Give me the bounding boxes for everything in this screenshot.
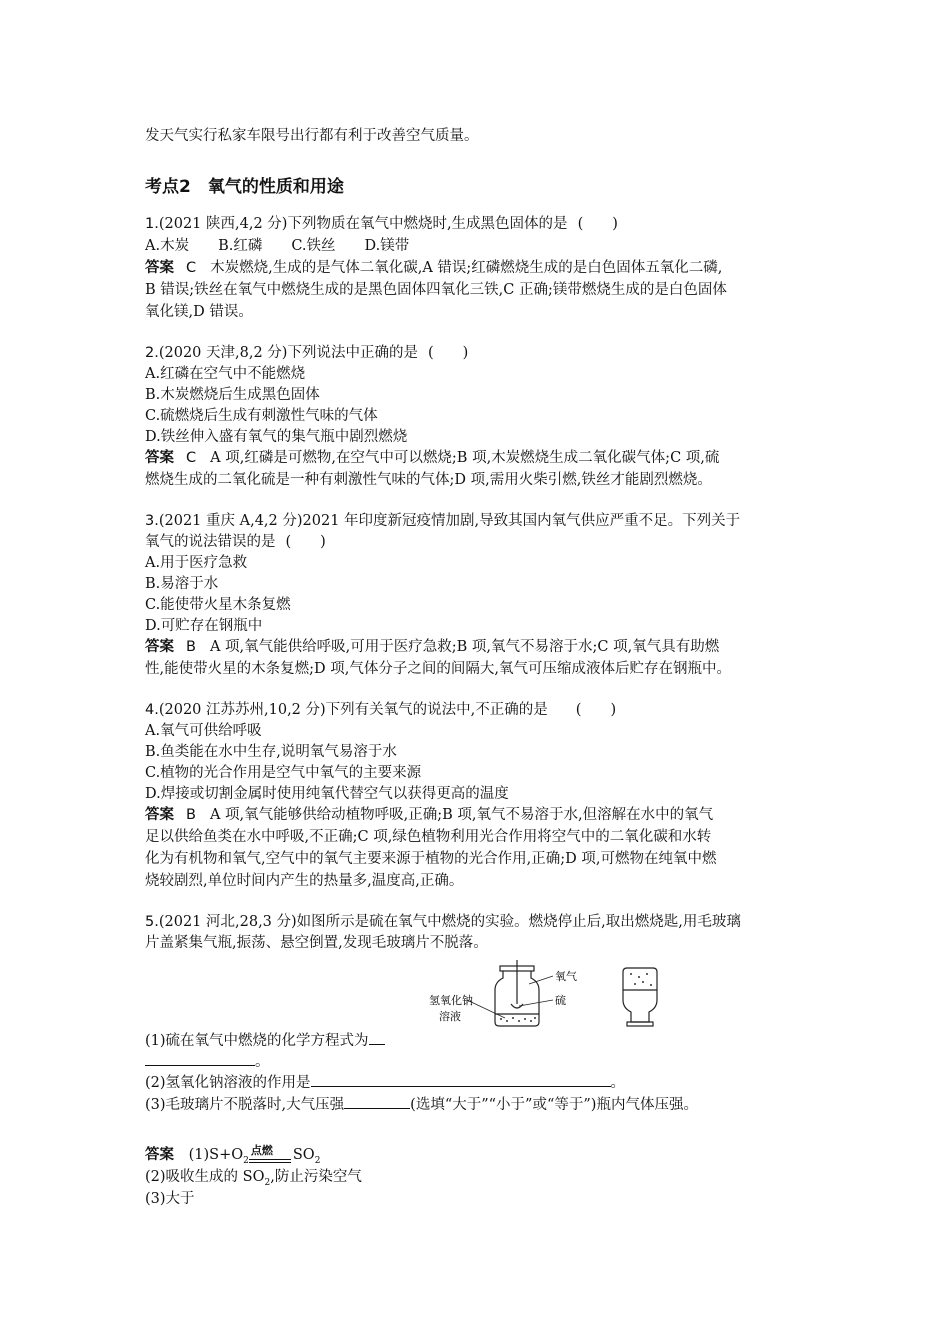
q5-stem-2: 片盖紧集气瓶,振荡、悬空倒置,发现毛玻璃片不脱落。 [145,935,488,951]
q5-sub3-text: (3)毛玻璃片不脱落时,大气压强 [145,1097,345,1113]
q5-sub2-end: 。 [610,1075,626,1091]
q4-option-c: C.植物的光合作用是空气中氧气的主要来源 [145,765,422,781]
q4-answer-text-3: 化为有机物和氧气,空气中的氧气主要来源于植物的光合作用,正确;D 项,可燃物在纯氧中燃 [145,851,717,867]
q5-answer-2-sub: 2 [264,1177,271,1188]
q5-eq-left-sub: 2 [243,1155,249,1166]
section-title: 考点2 氧气的性质和用途 [145,177,344,197]
q2-answer-blank: ( ) [427,345,469,361]
experiment-figure [395,960,715,1050]
o2-label: 氧气 [555,970,577,983]
q2-answer-text-2: 燃烧生成的二氧化硫是一种有刺激性气味的气体;D 项,需用火柴引燃,铁丝才能剧烈燃烧。 [145,472,712,488]
solution-dots [500,1017,536,1022]
q4-stem [145,700,616,720]
q1-answer-text-2: B 错误;铁丝在氧气中燃烧生成的是黑色固体四氧化三铁,C 正确;镁带燃烧生成的是白色固体 [145,282,727,298]
q5-sub1-blank [145,1051,255,1066]
inverted-solution-dots [630,973,652,986]
q5-sub1-text: (1)硫在氧气中燃烧的化学方程式为 [145,1033,369,1049]
q4-answer-blank: ( ) [575,702,617,718]
q1-options: A.木炭 B.红磷 C.铁丝 D.镁带 [145,238,410,254]
q5-sub2-blank [311,1072,611,1087]
q2-stem [145,343,468,363]
q1-answer-text-1: 木炭燃烧,生成的是气体二氧化碳,A 错误;红磷燃烧生成的是白色固体五氧化二磷, [210,260,723,276]
q3-stem-1 [145,511,740,531]
inverted-jar-icon [623,968,657,1026]
answer-label: 答案 [145,807,174,823]
q2-answer [145,448,719,468]
q3-answer-blank: ( ) [285,534,326,550]
naoh-label-2: 溶液 [439,1010,461,1023]
q5-number: 5. [145,914,159,930]
s-label: 硫 [555,994,566,1007]
q2-option-c: C.硫燃烧后生成有刺激性气味的气体 [145,408,378,424]
q5-stem-1 [145,912,741,932]
q5-sub2 [145,1072,625,1093]
q4-answer-text-1: A 项,氧气能够供给动植物呼吸,正确;B 项,氧气不易溶于水,但溶解在水中的氧气 [209,807,714,823]
naoh-label: 氢氧化钠 [429,994,473,1007]
q3-answer-text-1: A 项,氧气能供给呼吸,可用于医疗急救;B 项,氧气不易溶于水;C 项,氧气具有助燃 [209,639,720,655]
q2-option-d: D.铁丝伸入盛有氧气的集气瓶中剧烈燃烧 [145,429,408,445]
s-pointer [519,1000,553,1006]
q2-option-a: A.红磷在空气中不能燃烧 [145,366,306,382]
q4-stem-text: (2020 江苏苏州,10,2 分)下列有关氧气的说法中,不正确的是 [158,702,548,718]
q3-option-a: A.用于医疗急救 [145,555,248,571]
q2-option-b: B.木炭燃烧后生成黑色固体 [145,387,320,403]
q4-option-b: B.鱼类能在水中生存,说明氧气易溶于水 [145,744,397,760]
reaction-condition-text: 点燃 [250,1143,273,1157]
q4-number: 4. [145,702,159,718]
q5-sub3-end: (选填“大于”“小于”或“等于”)瓶内气体压强。 [410,1097,698,1113]
q3-stem-text-2: 氧气的说法错误的是 [145,534,276,550]
q1-stem [145,214,618,234]
q5-answer-2-end: ,防止污染空气 [270,1169,362,1185]
q3-answer-text-2: 性,能使带火星的木条复燃;D 项,气体分子之间的间隔大,氧气可压缩成液体后贮存在钢瓶中。 [145,661,731,677]
q5-sub3-blank [344,1094,410,1109]
q5-answer-2-text: (2)吸收生成的 SO [145,1169,265,1185]
q3-number: 3. [145,513,159,529]
q3-option-d: D.可贮存在钢瓶中 [145,618,263,634]
q5-eq-right-sub: 2 [314,1155,321,1166]
q5-sub1-cont [145,1051,270,1072]
q3-stem-text-1: (2021 重庆 A,4,2 分)2021 年印度新冠疫情加剧,导致其国内氧气供应严重不足。下列关于 [158,513,741,529]
q5-answer-3: (3)大于 [145,1191,195,1207]
q4-answer-text-4: 烧较剧烈,单位时间内产生的热量多,温度高,正确。 [145,873,464,889]
q5-eq-right: SO [292,1147,315,1163]
q1-answer [145,258,722,278]
q1-stem-text: (2021 陕西,4,2 分)下列物质在氧气中燃烧时,生成黑色固体的是 [158,216,568,232]
o2-pointer [529,976,553,984]
q5-sub1-blank-start [369,1030,385,1045]
q1-number: 1. [145,216,159,232]
q2-stem-text: (2020 天津,8,2 分)下列说法中正确的是 [158,345,418,361]
q1-answer-blank: ( ) [577,216,618,232]
q3-stem-2 [145,532,326,552]
q2-answer-text-1: A 项,红磷是可燃物,在空气中可以燃烧;B 项,木炭燃烧生成二氧化碳气体;C 项,硫 [210,450,720,466]
answer-label: 答案 [145,639,174,655]
answer-label: 答案 [145,260,174,276]
q3-answer-letter: B [186,639,196,655]
q5-sub3 [145,1094,698,1115]
q4-option-d: D.焊接或切割金属时使用纯氧代替空气以获得更高的温度 [145,786,509,802]
q5-eq-left: (1)S+O [188,1147,244,1163]
q5-sub1 [145,1030,385,1051]
answer-label: 答案 [145,1147,174,1163]
q1-answer-text-3: 氧化镁,D 错误。 [145,304,253,320]
q2-number: 2. [145,345,159,361]
q4-answer-letter: B [186,807,196,823]
q3-answer [145,637,719,657]
q1-answer-letter: C [186,260,197,276]
q3-option-b: B.易溶于水 [145,576,219,592]
q4-answer [145,805,713,825]
q4-answer-text-2: 足以供给鱼类在水中呼吸,不正确;C 项,绿色植物利用光合作用将空气中的二氧化碳和水转 [145,829,712,845]
q5-stem-text-1: (2021 河北,28,3 分)如图所示是硫在氧气中燃烧的实验。燃烧停止后,取出燃烧匙,用毛玻璃 [158,914,741,930]
q4-option-a: A.氧气可供给呼吸 [145,723,262,739]
q5-sub1-end: 。 [255,1054,270,1070]
q3-option-c: C.能使带火星木条复燃 [145,597,291,613]
q5-sub2-text: (2)氢氧化钠溶液的作用是 [145,1075,311,1091]
intro-line: 发天气实行私家车限号出行都有利于改善空气质量。 [145,128,479,144]
q2-answer-letter: C [186,450,197,466]
answer-label: 答案 [145,450,174,466]
